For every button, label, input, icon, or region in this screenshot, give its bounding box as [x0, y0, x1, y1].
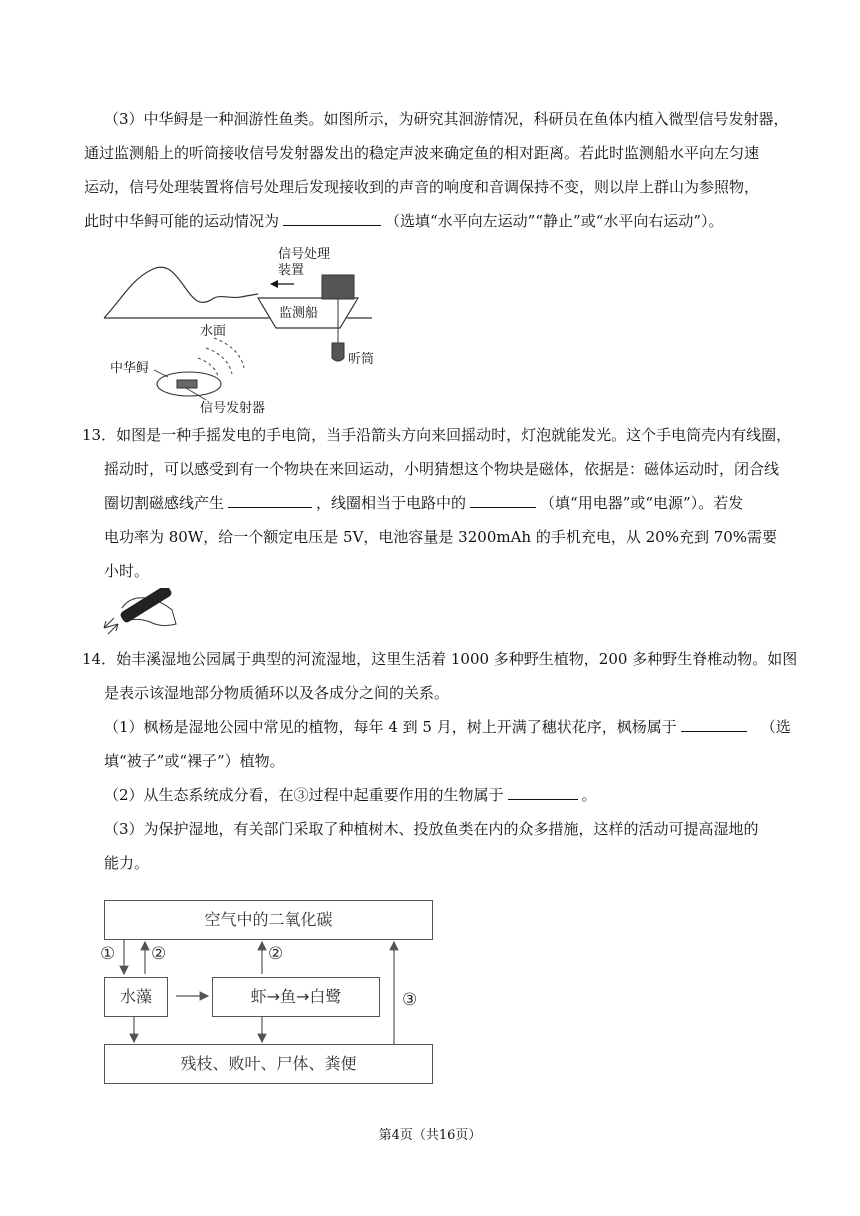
hand-crank-flashlight-picture [100, 588, 180, 638]
transmitter-icon [177, 380, 197, 388]
q14-sub2-a: （2）从生态系统成分看，在③过程中起重要作用的生物属于 [104, 786, 504, 804]
question-12-part-3 [84, 102, 789, 238]
signal-processor-box [322, 275, 354, 299]
q14-sub1-a: （1）枫杨是湿地公园中常见的植物，每年 4 到 5 月，树上开满了穗状花序，枫杨属于 [104, 718, 677, 736]
q13-line-2: 摇动时，可以感受到有一个物块在来回运动，小明猜想这个物块是磁体，依据是：磁体运动时，闭合线 [104, 460, 780, 478]
fish-label-leader [154, 370, 168, 377]
label-signal-processor-2: 装置 [278, 263, 305, 278]
answer-blank-q14-1[interactable] [681, 713, 747, 732]
sound-wave-2 [206, 348, 232, 374]
answer-blank-q13-2[interactable] [470, 489, 536, 508]
question-14 [82, 642, 798, 880]
box-detritus: 残枝、败叶、尸体、粪便 [104, 1044, 433, 1084]
q14-sub2-b: 。 [581, 786, 597, 804]
q13-line-3-c: （填“用电器”或“电源”）。若发 [540, 494, 744, 512]
q14-line-2: 是表示该湿地部分物质循环以及各成分之间的关系。 [104, 684, 450, 702]
q12-line-4 [84, 204, 784, 238]
label-water: 水面 [200, 324, 227, 339]
q13-line-5: 小时。 [104, 562, 150, 580]
box-algae: 水藻 [104, 977, 168, 1017]
q14-sub2 [104, 778, 782, 812]
label-process-2-left: ② [151, 944, 167, 964]
q14-sub3-line-1: （3）为保护湿地，有关部门采取了种植树木、投放鱼类在内的众多措施，这样的活动可提高湿地的 [104, 820, 759, 838]
q14-line-1: 14．始丰溪湿地公园属于典型的河流湿地，这里生活着 1000 多种野生植物，200 多种野生脊椎动物。如图 [82, 650, 798, 668]
q13-line-3 [104, 486, 782, 520]
answer-blank-q14-2[interactable] [508, 781, 578, 800]
label-process-1: ① [100, 944, 116, 964]
q12-line-3: 运动，信号处理装置将信号处理后发现接收到的声音的响度和音调保持不变，则以岸上群山为参照物， [84, 178, 760, 196]
box-air-co2: 空气中的二氧化碳 [104, 900, 433, 940]
q14-sub3-line-2: 能力。 [104, 854, 150, 872]
label-fish: 中华鲟 [110, 361, 150, 376]
question-13 [82, 418, 792, 588]
answer-blank-q13-1[interactable] [228, 489, 312, 508]
q13-line-4: 电功率为 80W，给一个额定电压是 5V，电池容量是 3200mAh 的手机充电，从 20%充到 70%需要 [104, 528, 778, 546]
q14-sub1-line-2: 填“被子”或“裸子”）植物。 [104, 752, 285, 770]
q13-line-3-a: 圈切割磁感线产生 [104, 494, 225, 512]
answer-blank-q12[interactable] [283, 207, 381, 226]
box-food-chain: 虾→鱼→白鹭 [212, 977, 380, 1017]
page-footer: 第4页（共16页） [378, 1128, 482, 1143]
q13-line-1: 13．如图是一种手摇发电的手电筒，当手沿箭头方向来回摇动时，灯泡就能发光。这个手电筒壳内有线圈， [82, 426, 792, 444]
monitoring-boat-figure [96, 240, 386, 420]
label-earpiece: 听筒 [348, 352, 375, 367]
q14-sub1-b: （选 [760, 718, 791, 736]
q12-line-4-options: （选填“水平向左运动”“静止”或“水平向右运动”）。 [385, 212, 724, 230]
q12-line-1: （3）中华鲟是一种洄游性鱼类。如图所示，为研究其洄游情况，科研员在鱼体内植入微型信号发射器， [104, 110, 789, 128]
label-process-2-right: ② [268, 944, 284, 964]
earpiece-icon [332, 343, 344, 361]
label-process-3: ③ [402, 990, 418, 1010]
label-boat: 监测船 [279, 306, 319, 321]
q13-line-3-b: ，线圈相当于电路中的 [316, 494, 467, 512]
q14-sub1-line-1 [104, 710, 791, 744]
left-arrow-head [270, 280, 278, 288]
q12-line-2: 通过监测船上的听筒接收信号发射器发出的稳定声波来确定鱼的相对距离。若此时监测船水平向左匀速 [84, 144, 760, 162]
label-transmitter: 信号发射器 [200, 401, 266, 416]
q12-line-4-text: 此时中华鲟可能的运动情况为 [84, 212, 280, 230]
shake-arrow-icon [104, 618, 118, 634]
label-signal-processor-1: 信号处理 [278, 247, 331, 262]
sound-wave-3 [214, 338, 244, 368]
mountain-outline [104, 267, 258, 318]
